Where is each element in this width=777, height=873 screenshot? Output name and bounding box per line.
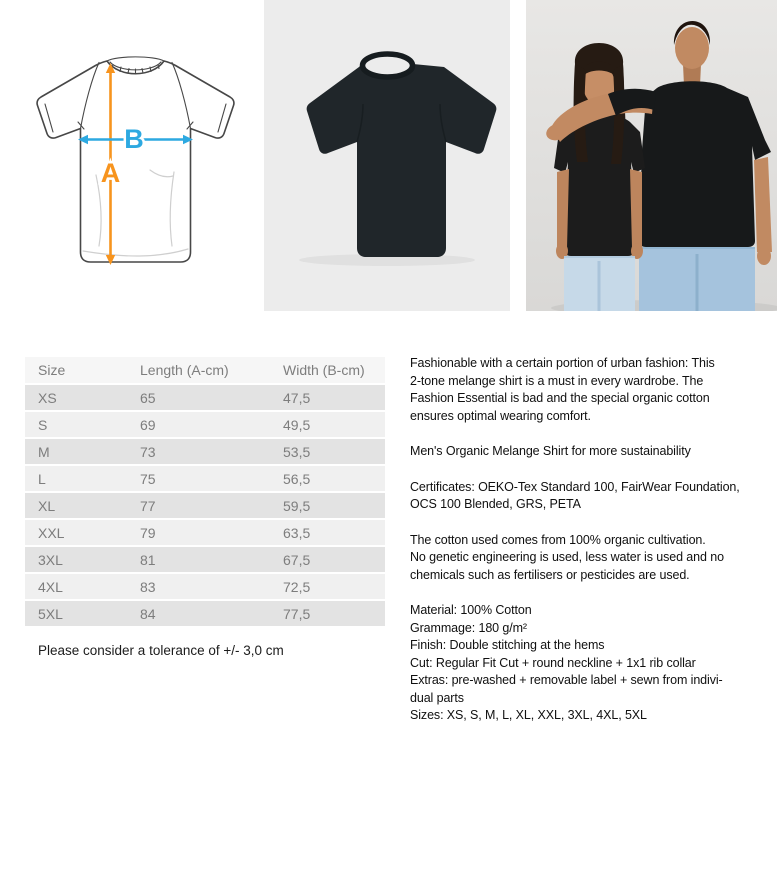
- length-cell: 84: [140, 601, 283, 626]
- table-row: [25, 412, 385, 437]
- width-cell: 49,5: [283, 412, 385, 437]
- product-photo-image: [264, 0, 510, 311]
- size-cell: M: [25, 439, 140, 464]
- description-sustainability: Men's Organic Melange Shirt for more sustainability: [410, 444, 691, 458]
- description-intro: Fashionable with a certain portion of urban fashion: This 2-tone melange shirt is a must in every wardrobe. The Fashion Essential is bad and the special organic cotton ensures optimal wearing comfort.: [410, 356, 715, 423]
- length-cell: 79: [140, 520, 283, 545]
- description-specs: Material: 100% Cotton Grammage: 180 g/m² Finish: Double stitching at the hems Cut: Regular Fit Cut + round neckline + 1x1 rib collar Extras: pre-washed + removable label + sewn from indivi- dual parts Sizes: XS, S, M, L, XL, XXL, 3XL, 4XL, 5XL: [410, 603, 723, 722]
- tolerance-note: Please consider a tolerance of +/- 3,0 cm: [38, 643, 284, 658]
- table-row: [25, 439, 385, 464]
- width-cell: 53,5: [283, 439, 385, 464]
- table-row: [25, 466, 385, 491]
- width-cell: 72,5: [283, 574, 385, 599]
- models-photo-svg: [526, 0, 777, 311]
- length-cell: 81: [140, 547, 283, 572]
- length-cell: 83: [140, 574, 283, 599]
- measurement-label-b: B: [124, 124, 144, 154]
- models-photo-image: [526, 0, 777, 311]
- table-header-row: [25, 357, 385, 383]
- width-cell: 56,5: [283, 466, 385, 491]
- width-cell: 47,5: [283, 385, 385, 410]
- table-row: [25, 493, 385, 518]
- width-cell: 63,5: [283, 520, 385, 545]
- black-tshirt-photo-svg: [264, 0, 510, 311]
- size-cell: S: [25, 412, 140, 437]
- length-cell: 77: [140, 493, 283, 518]
- column-header-width: Width (B-cm): [283, 357, 385, 383]
- table-row: [25, 547, 385, 572]
- column-header-length: Length (A-cm): [140, 357, 283, 383]
- size-cell: XXL: [25, 520, 140, 545]
- width-cell: 77,5: [283, 601, 385, 626]
- size-cell: XS: [25, 385, 140, 410]
- column-header-size: Size: [25, 357, 140, 383]
- size-diagram-image: [0, 0, 250, 311]
- details-section: [0, 355, 777, 725]
- product-description-column: [410, 355, 777, 725]
- description-certificates: Certificates: OEKO-Tex Standard 100, FairWear Foundation, OCS 100 Blended, GRS, PETA: [410, 479, 740, 511]
- table-row: [25, 601, 385, 626]
- size-cell: 4XL: [25, 574, 140, 599]
- length-cell: 73: [140, 439, 283, 464]
- tshirt-outline: [37, 61, 234, 262]
- product-images-row: [0, 0, 777, 311]
- description-cotton: The cotton used comes from 100% organic cultivation. No genetic engineering is used, less water is used and no chemicals such as fertilisers or pesticides are used.: [410, 532, 724, 582]
- table-row: [25, 520, 385, 545]
- size-table-column: [25, 355, 385, 725]
- width-cell: 67,5: [283, 547, 385, 572]
- table-row: [25, 574, 385, 599]
- size-cell: XL: [25, 493, 140, 518]
- size-cell: 5XL: [25, 601, 140, 626]
- tshirt-measure-diagram-svg: [0, 0, 250, 311]
- size-table: [25, 355, 385, 628]
- length-cell: 65: [140, 385, 283, 410]
- measurement-label-a: A: [100, 158, 121, 188]
- size-cell: 3XL: [25, 547, 140, 572]
- length-cell: 69: [140, 412, 283, 437]
- length-cell: 75: [140, 466, 283, 491]
- size-cell: L: [25, 466, 140, 491]
- width-cell: 59,5: [283, 493, 385, 518]
- table-row: [25, 385, 385, 410]
